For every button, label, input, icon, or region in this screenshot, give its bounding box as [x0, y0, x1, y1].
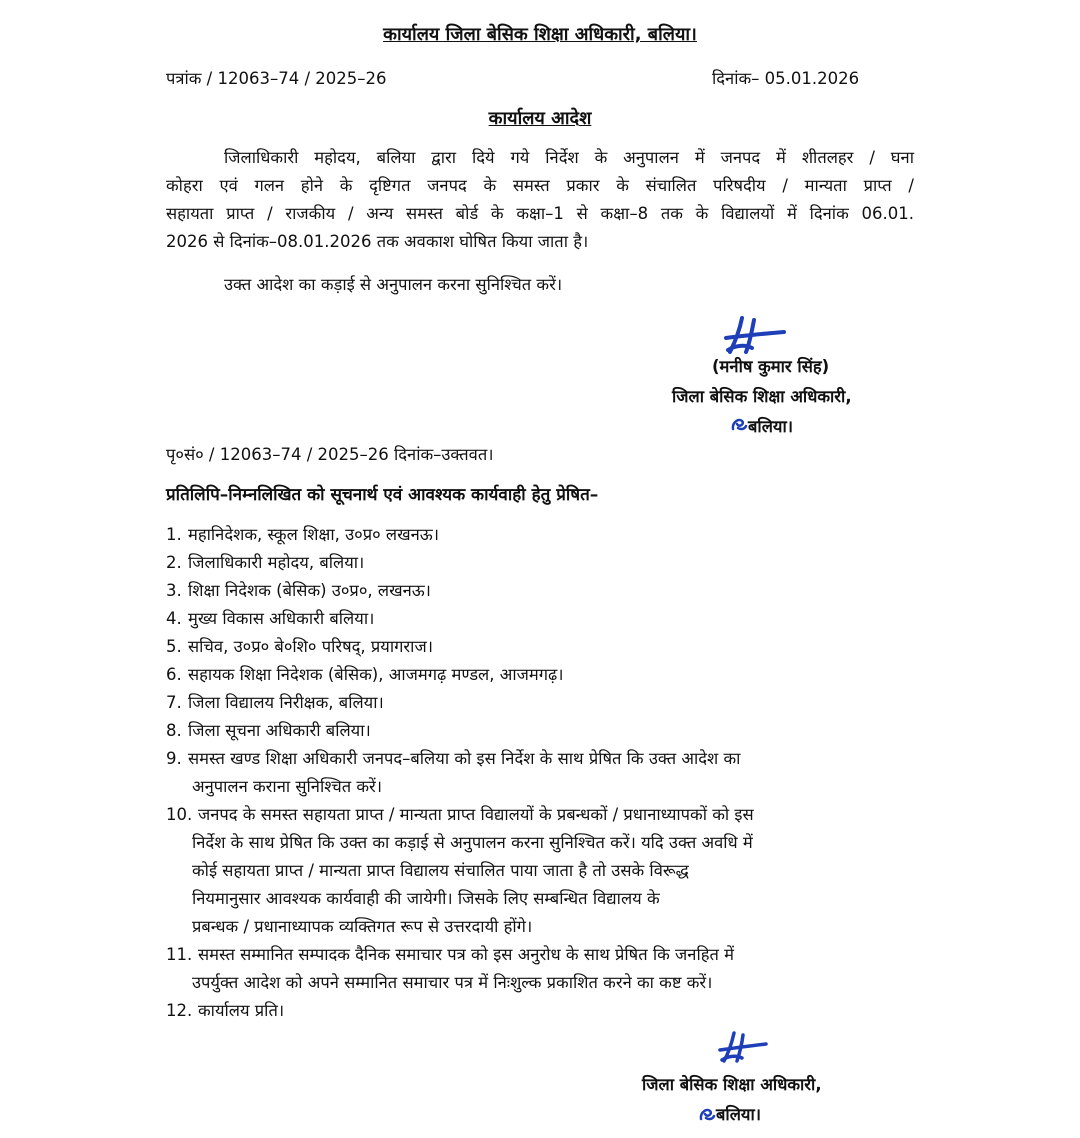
list-item [166, 717, 926, 745]
initials-mark [698, 1106, 716, 1122]
list-item [166, 577, 926, 605]
letter-date: दिनांक– 05.01.2026 [712, 69, 860, 88]
item-number: 2. [166, 553, 182, 572]
item-number: 9. [166, 749, 182, 768]
item-text: जिला विद्यालय निरीक्षक, बलिया। [188, 693, 384, 712]
item-number: 4. [166, 609, 182, 628]
list-item [166, 997, 926, 1025]
recipient-list [166, 521, 926, 1025]
signatory-place-2: बलिया। [716, 1105, 761, 1124]
list-item [166, 633, 926, 661]
item-text: नियमानुसार आवश्यक कार्यवाही की जायेगी। जिसके लिए सम्बन्धित विद्यालय के [192, 889, 660, 908]
list-item [166, 801, 926, 941]
item-text: सचिव, उ०प्र० बे०शि० परिषद्, प्रयागराज। [188, 637, 433, 656]
item-text: जनपद के समस्त सहायता प्राप्त / मान्यता प्राप्त विद्यालयों के प्रबन्धकों / प्रधानाध्यापकों को इस [198, 805, 754, 824]
item-number: 11. [166, 945, 193, 964]
item-text: उपर्युक्त आदेश को अपने सम्मानित समाचार पत्र में निःशुल्क प्रकाशित करने का कष्ट करें। [192, 973, 713, 992]
item-number: 6. [166, 665, 182, 684]
list-item [166, 521, 926, 549]
office-title: कार्यालय जिला बेसिक शिक्षा अधिकारी, बलिया। [383, 24, 697, 45]
order-line: सहायता प्राप्त / राजकीय / अन्य समस्त बोर्ड के कक्षा–1 से कक्षा–8 तक के विद्यालयों में दिनांक 06.01. [166, 204, 914, 223]
signatory-place: बलिया। [748, 417, 793, 436]
item-number: 3. [166, 581, 182, 600]
item-text: महानिदेशक, स्कूल शिक्षा, उ०प्र० लखनऊ। [188, 525, 439, 544]
item-text: कार्यालय प्रति। [198, 1001, 285, 1020]
item-number: 12. [166, 1001, 193, 1020]
signatory-designation: जिला बेसिक शिक्षा अधिकारी, [672, 387, 852, 406]
item-number: 8. [166, 721, 182, 740]
item-text: शिक्षा निदेशक (बेसिक) उ०प्र०, लखनऊ। [188, 581, 431, 600]
order-paragraph [166, 144, 914, 256]
order-line: कोहरा एवं गलन होने के दृष्टिगत जनपद के समस्त प्रकार के संचालित परिषदीय / मान्यता प्राप्त / [166, 176, 914, 195]
item-number: 1. [166, 525, 182, 544]
list-item [166, 689, 926, 717]
list-item [166, 661, 926, 689]
signature-mark [716, 1030, 772, 1066]
order-instruction: उक्त आदेश का कड़ाई से अनुपालन करना सुनिश्चित करें। [224, 275, 563, 294]
item-number: 5. [166, 637, 182, 656]
item-text: जिला सूचना अधिकारी बलिया। [188, 721, 371, 740]
list-item [166, 941, 926, 997]
item-text: जिलाधिकारी महोदय, बलिया। [188, 553, 365, 572]
signatory-name: (मनीष कुमार सिंह) [712, 357, 830, 376]
letter-number: पत्रांक / 12063–74 / 2025–26 [166, 69, 387, 88]
list-item [166, 549, 926, 577]
endorsement-ref: पृ०सं० / 12063–74 / 2025–26 दिनांक–उक्तवत। [166, 445, 494, 464]
order-heading: कार्यालय आदेश [488, 108, 592, 129]
list-item [166, 605, 926, 633]
item-text: प्रबन्धक / प्रधानाध्यापक व्यक्तिगत रूप से उत्तरदायी होंगे। [192, 917, 533, 936]
item-number: 10. [166, 805, 193, 824]
item-text: समस्त सम्मानित सम्पादक दैनिक समाचार पत्र को इस अनुरोध के साथ प्रेषित कि जनहित में [198, 945, 735, 964]
list-item [166, 745, 926, 801]
item-text: समस्त खण्ड शिक्षा अधिकारी जनपद–बलिया को इस निर्देश के साथ प्रेषित कि उक्त आदेश का [188, 749, 741, 768]
item-text: कोई सहायता प्राप्त / मान्यता प्राप्त विद्यालय संचालित पाया जाता है तो उसके विरूद्ध [192, 861, 689, 880]
signature-mark [720, 314, 796, 358]
item-text: निर्देश के साथ प्रेषित कि उक्त का कड़ाई से अनुपालन करना सुनिश्चित करें। यदि उक्त अवधि में [192, 833, 753, 852]
initials-mark [730, 416, 748, 432]
item-number: 7. [166, 693, 182, 712]
item-text: अनुपालन कराना सुनिश्चित करें। [192, 777, 383, 796]
item-text: मुख्य विकास अधिकारी बलिया। [188, 609, 375, 628]
item-text: सहायक शिक्षा निदेशक (बेसिक), आजमगढ़ मण्डल, आजमगढ़। [188, 665, 564, 684]
copy-heading: प्रतिलिपि–निम्नलिखित को सूचनार्थ एवं आवश्यक कार्यवाही हेतु प्रेषित– [166, 485, 599, 505]
order-line: जिलाधिकारी महोदय, बलिया द्वारा दिये गये निर्देश के अनुपालन में जनपद में शीतलहर / घना [224, 148, 914, 167]
signatory-designation-2: जिला बेसिक शिक्षा अधिकारी, [642, 1075, 822, 1094]
order-line: 2026 से दिनांक–08.01.2026 तक अवकाश घोषित किया जाता है। [166, 232, 589, 251]
